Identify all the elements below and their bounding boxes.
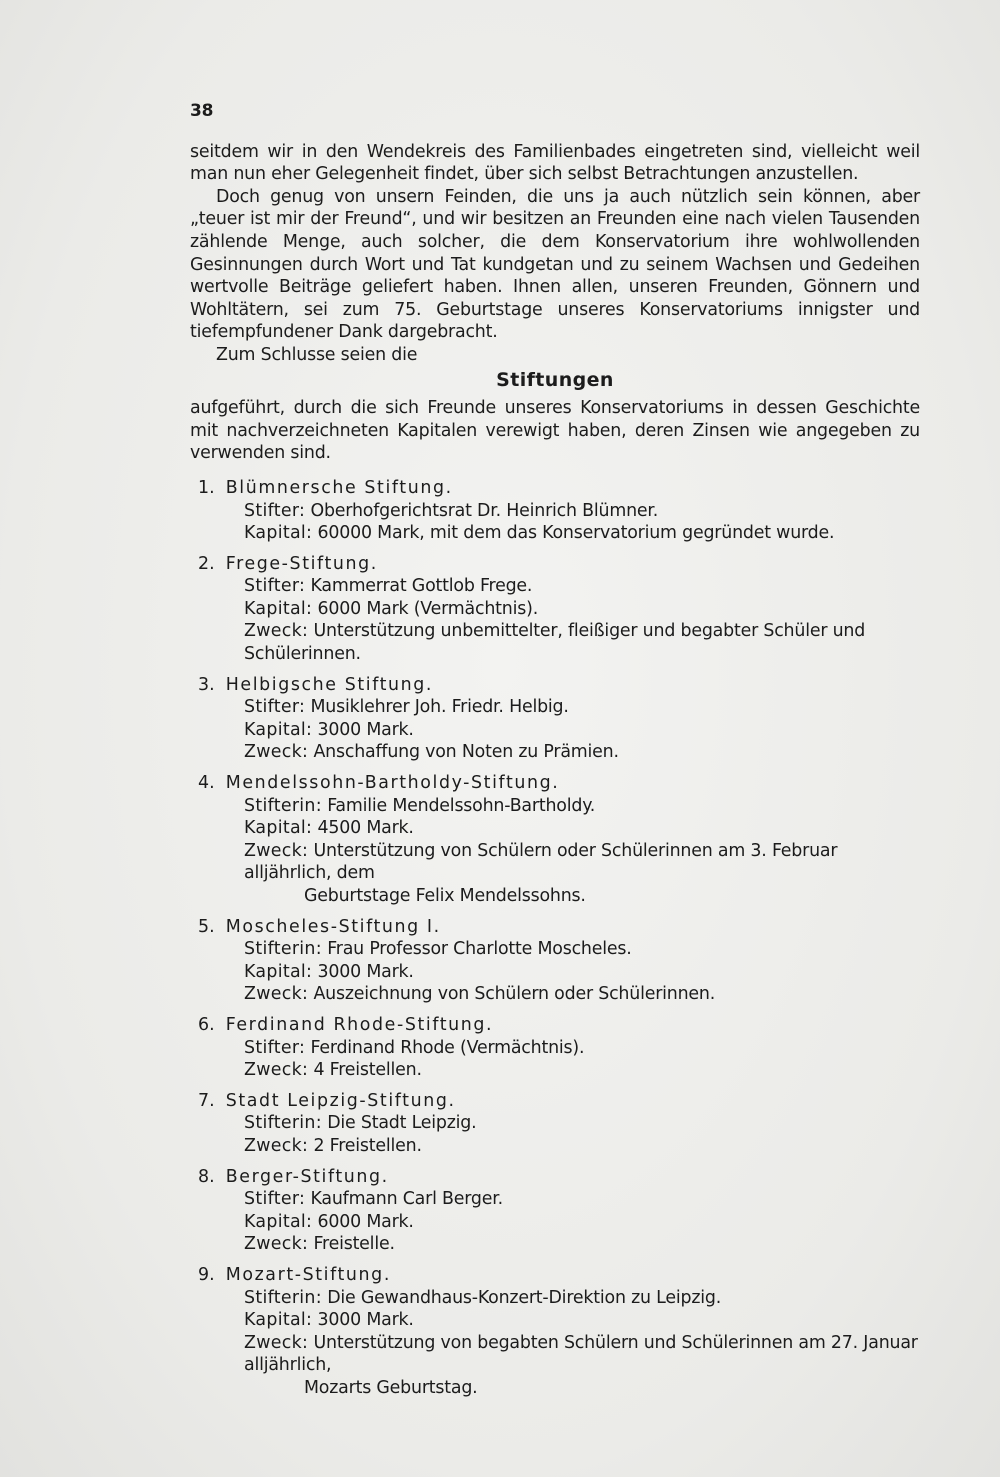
stiftung-name: Mozart-Stiftung.: [225, 1264, 391, 1285]
stiftung-row: [244, 961, 920, 984]
section-heading: Stiftungen: [496, 368, 614, 391]
row-label: Zweck:: [244, 1332, 309, 1353]
row-value: 2 Freistellen.: [313, 1135, 422, 1156]
stiftung-name: Stadt Leipzig-Stiftung.: [225, 1090, 456, 1111]
row-value: Unterstützung von Schülern oder Schülerinnen am 3. Februar alljährlich, dem: [244, 840, 838, 884]
paragraph: seitdem wir in den Wendekreis des Familienbades eingetreten sind, vielleicht weil man nun eher Gelegenheit findet, über sich selbst Betrachtungen anzustellen.: [190, 141, 920, 185]
stiftung-row: [244, 598, 920, 621]
stiftung-number: 2.: [198, 553, 215, 574]
row-value: 3000 Mark.: [317, 1310, 414, 1331]
stiftung-item: [190, 916, 920, 1006]
row-label: Zweck:: [244, 1060, 309, 1081]
row-label: Zweck:: [244, 840, 309, 861]
row-label: Stifter:: [244, 1037, 306, 1058]
stiftung-item: [190, 1264, 920, 1400]
stiftung-row: [244, 1211, 920, 1234]
stiftung-name: Frege-Stiftung.: [225, 553, 378, 574]
row-continuation: Mozarts Geburtstag.: [304, 1377, 478, 1398]
row-label: Kapital:: [244, 1310, 313, 1331]
row-value: Kaufmann Carl Berger.: [310, 1189, 503, 1210]
row-value: Auszeichnung von Schülern oder Schülerinnen.: [313, 984, 716, 1005]
stiftung-number: 4.: [198, 773, 215, 794]
stiftung-number: 6.: [198, 1014, 215, 1035]
stiftung-title: [198, 916, 920, 939]
stiftung-title: [198, 477, 920, 500]
row-value: Frau Professor Charlotte Moscheles.: [327, 939, 632, 960]
row-value: Die Stadt Leipzig.: [327, 1113, 477, 1134]
stiftungen-list: [190, 477, 920, 1400]
page-number: 38: [190, 101, 214, 121]
row-label: Stifter:: [244, 1189, 306, 1210]
stiftung-row: [244, 1233, 920, 1256]
stiftung-name: Ferdinand Rhode-Stiftung.: [225, 1014, 494, 1035]
stiftung-row: [244, 696, 920, 719]
stiftung-row: [244, 795, 920, 818]
row-value: 4500 Mark.: [317, 818, 414, 839]
row-label: Stifterin:: [244, 1287, 322, 1308]
stiftung-item: [190, 772, 920, 908]
stiftung-row: [244, 1037, 920, 1060]
row-label: Zweck:: [244, 984, 309, 1005]
stiftung-name: Helbigsche Stiftung.: [225, 674, 434, 695]
stiftung-row: [244, 1112, 920, 1135]
stiftung-item: [190, 674, 920, 764]
row-label: Stifter:: [244, 697, 306, 718]
stiftung-title: [198, 553, 920, 576]
row-value: Oberhofgerichtsrat Dr. Heinrich Blümner.: [310, 500, 659, 521]
stiftung-row: [244, 1188, 920, 1211]
intro-paragraph: aufgeführt, durch die sich Freunde unseres Konservatoriums in dessen Geschichte mit nachverzeichneten Kapitalen verewigt haben, deren Zinsen wie angegeben zu verwenden sind.: [190, 398, 920, 464]
stiftung-row: [244, 575, 920, 598]
row-continuation: Geburtstage Felix Mendelssohns.: [304, 886, 586, 906]
stiftung-item: [190, 477, 920, 545]
row-label: Kapital:: [244, 1211, 313, 1232]
stiftung-row: [244, 840, 920, 885]
stiftung-row: [244, 522, 920, 545]
row-label: Zweck:: [244, 742, 309, 763]
stiftung-row: [244, 1059, 920, 1082]
row-value: Ferdinand Rhode (Vermächtnis).: [310, 1037, 585, 1058]
row-label: Zweck:: [244, 621, 309, 642]
stiftung-row: [244, 817, 920, 840]
stiftung-number: 1.: [198, 477, 215, 498]
stiftung-item: [190, 1014, 920, 1082]
stiftung-item: [190, 553, 920, 666]
stiftung-item: [190, 1090, 920, 1158]
stiftung-row: [244, 1332, 920, 1377]
row-value: 6000 Mark (Vermächtnis).: [317, 598, 539, 619]
stiftung-item: [190, 1166, 920, 1256]
row-value: Kammerrat Gottlob Frege.: [310, 576, 533, 597]
page-body: [190, 100, 920, 1399]
stiftung-number: 9.: [198, 1264, 215, 1285]
row-value: Freistelle.: [313, 1234, 395, 1255]
row-label: Zweck:: [244, 1234, 309, 1255]
row-value: 3000 Mark.: [317, 961, 414, 982]
row-value: Familie Mendelssohn-Bartholdy.: [327, 795, 596, 816]
stiftung-title: [198, 1014, 920, 1037]
row-label: Kapital:: [244, 523, 313, 544]
stiftung-number: 5.: [198, 916, 215, 937]
stiftung-row: [244, 1309, 920, 1332]
stiftung-number: 8.: [198, 1166, 215, 1187]
stiftung-row: [244, 620, 920, 665]
row-value: Anschaffung von Noten zu Prämien.: [313, 742, 619, 763]
row-label: Stifterin:: [244, 795, 322, 816]
row-value: Unterstützung von begabten Schülern und Schülerinnen am 27. Januar alljährlich,: [244, 1332, 918, 1376]
paragraph: Zum Schlusse seien die: [216, 344, 418, 365]
row-label: Kapital:: [244, 818, 313, 839]
row-value: 60000 Mark, mit dem das Konservatorium gegründet wurde.: [317, 523, 835, 544]
stiftung-title: [198, 1166, 920, 1189]
row-value: 6000 Mark.: [317, 1211, 414, 1232]
stiftung-row: [244, 938, 920, 961]
stiftung-row: [244, 741, 920, 764]
row-value: Musiklehrer Joh. Friedr. Helbig.: [310, 697, 569, 718]
stiftung-name: Berger-Stiftung.: [225, 1166, 389, 1187]
stiftung-title: [198, 772, 920, 795]
stiftung-row: [244, 719, 920, 742]
row-label: Stifter:: [244, 576, 306, 597]
stiftung-title: [198, 1090, 920, 1113]
stiftung-name: Moscheles-Stiftung I.: [225, 916, 441, 937]
stiftung-row: [244, 1287, 920, 1310]
paragraph: Doch genug von unsern Feinden, die uns ja auch nützlich sein können, aber „teuer ist mir der Freund“, und wir besitzen an Freunden eine nach vielen Tausenden zählende Menge, auch solcher, die dem Konservatorium ihre wohlwollenden Gesinnungen durch Wort und Tat kundgetan und zu seinem Wachsen und Gedeihen wertvolle Beiträge geliefert haben. Ihnen allen, unseren Freunden, Gönnern und Wohltätern, sei zum 75. Geburtstage unseres Konservatoriums innigster und tiefempfundener Dank dargebracht.: [190, 186, 920, 343]
stiftung-row: [244, 500, 920, 523]
row-label: Stifter:: [244, 500, 306, 521]
stiftung-number: 7.: [198, 1090, 215, 1111]
row-value: Unterstützung unbemittelter, fleißiger und begabter Schüler und Schülerinnen.: [244, 621, 866, 665]
row-label: Zweck:: [244, 1135, 309, 1156]
row-label: Stifterin:: [244, 939, 322, 960]
stiftung-number: 3.: [198, 674, 215, 695]
row-label: Kapital:: [244, 598, 313, 619]
row-value: 4 Freistellen.: [313, 1060, 422, 1081]
row-label: Kapital:: [244, 961, 313, 982]
stiftung-title: [198, 1264, 920, 1287]
row-value: 3000 Mark.: [317, 719, 414, 740]
row-label: Kapital:: [244, 719, 313, 740]
stiftung-name: Blümnersche Stiftung.: [225, 477, 453, 498]
stiftung-row: [244, 1135, 920, 1158]
row-value: Die Gewandhaus-Konzert-Direktion zu Leipzig.: [327, 1287, 722, 1308]
stiftung-row: [244, 983, 920, 1006]
stiftung-title: [198, 674, 920, 697]
row-label: Stifterin:: [244, 1113, 322, 1134]
stiftung-name: Mendelssohn-Bartholdy-Stiftung.: [225, 773, 560, 794]
